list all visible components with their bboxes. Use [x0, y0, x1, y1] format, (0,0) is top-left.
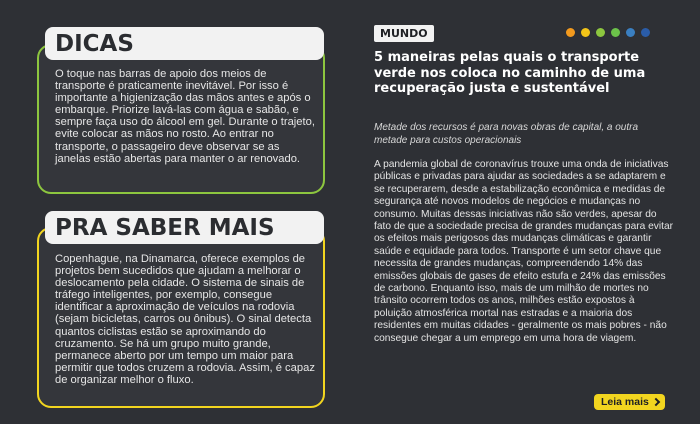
dicas-title: DICAS [45, 27, 324, 60]
color-dot-2 [581, 28, 590, 37]
color-dots [566, 28, 650, 37]
pra-saber-mais-title: PRA SABER MAIS [45, 211, 324, 244]
section-label: MUNDO [374, 25, 434, 42]
color-dot-6 [641, 28, 650, 37]
dicas-text: O toque nas barras de apoio dos meios de transporte é praticamente inevitável. Por isso é importante a higienização das mãos antes e após o embarque. Priorize lavá-las com água e sabão, e sempre faça uso do álcool em gel. Durante o trajeto, evite colocar as mãos no rosto. Ao entrar no transporte, o passageiro deve observar se as janelas estão abertas para manter o ar renovado. [55, 68, 315, 165]
read-more-button[interactable] [594, 394, 665, 410]
article-headline[interactable]: 5 maneiras pelas quais o transporte verde nos coloca no caminho de uma recuperação justa e sustentável [374, 50, 646, 97]
read-more-label: Leia mais [601, 396, 649, 408]
pra-saber-mais-text: Copenhague, na Dinamarca, oferece exemplos de projetos bem sucedidos que ajudam a melhorar o deslocamento pela cidade. O sistema de sinais de tráfego inteligentes, por exemplo, consegue identificar a aproximação de veículos na rodovia (sejam bicicletas, carros ou ônibus). O sinal detecta quantos ciclistas estão se aproximando do cruzamento. Se há um grupo muito grande, permanece aberto por um tempo um maior para permitir que todos cruzem a rodovia. Assim, é capaz de organizar melhor o fluxo. [55, 253, 315, 386]
chevron-right-icon [652, 398, 660, 406]
color-dot-1 [566, 28, 575, 37]
color-dot-4 [611, 28, 620, 37]
color-dot-3 [596, 28, 605, 37]
color-dot-5 [626, 28, 635, 37]
article-body: A pandemia global de coronavírus trouxe uma onda de iniciativas públicas e privadas para ajudar as sociedades a se adaptarem e se recuperarem, desde a estabilização econômica e medidas de segurança até novos modelos de negócios e mudanças no consumo. Muitas dessas iniciativas não são verdes, apesar do fato de que a sociedade precisa de grandes mudanças para evitar os efeitos mais perigosos das mudanças climáticas e garantir saúde e equidade para todos. Transporte é um setor chave que necessita de grandes mudanças, compreendendo 14% das emissões globais de gases de efeito estufa e 24% das emissões de carbono. Enquanto isso, mais de um milhão de mortes no trânsito ocorrem todos os anos, milhões estão expostos à poluição atmosférica mortal nas estradas e a maioria dos residentes em muitas cidades - geralmente os mais pobres - não consegue chegar a um emprego em uma hora de viagem. [374, 159, 674, 344]
article-subtitle: Metade dos recursos é para novas obras de capital, a outra metade para custos operacionais [374, 122, 639, 146]
